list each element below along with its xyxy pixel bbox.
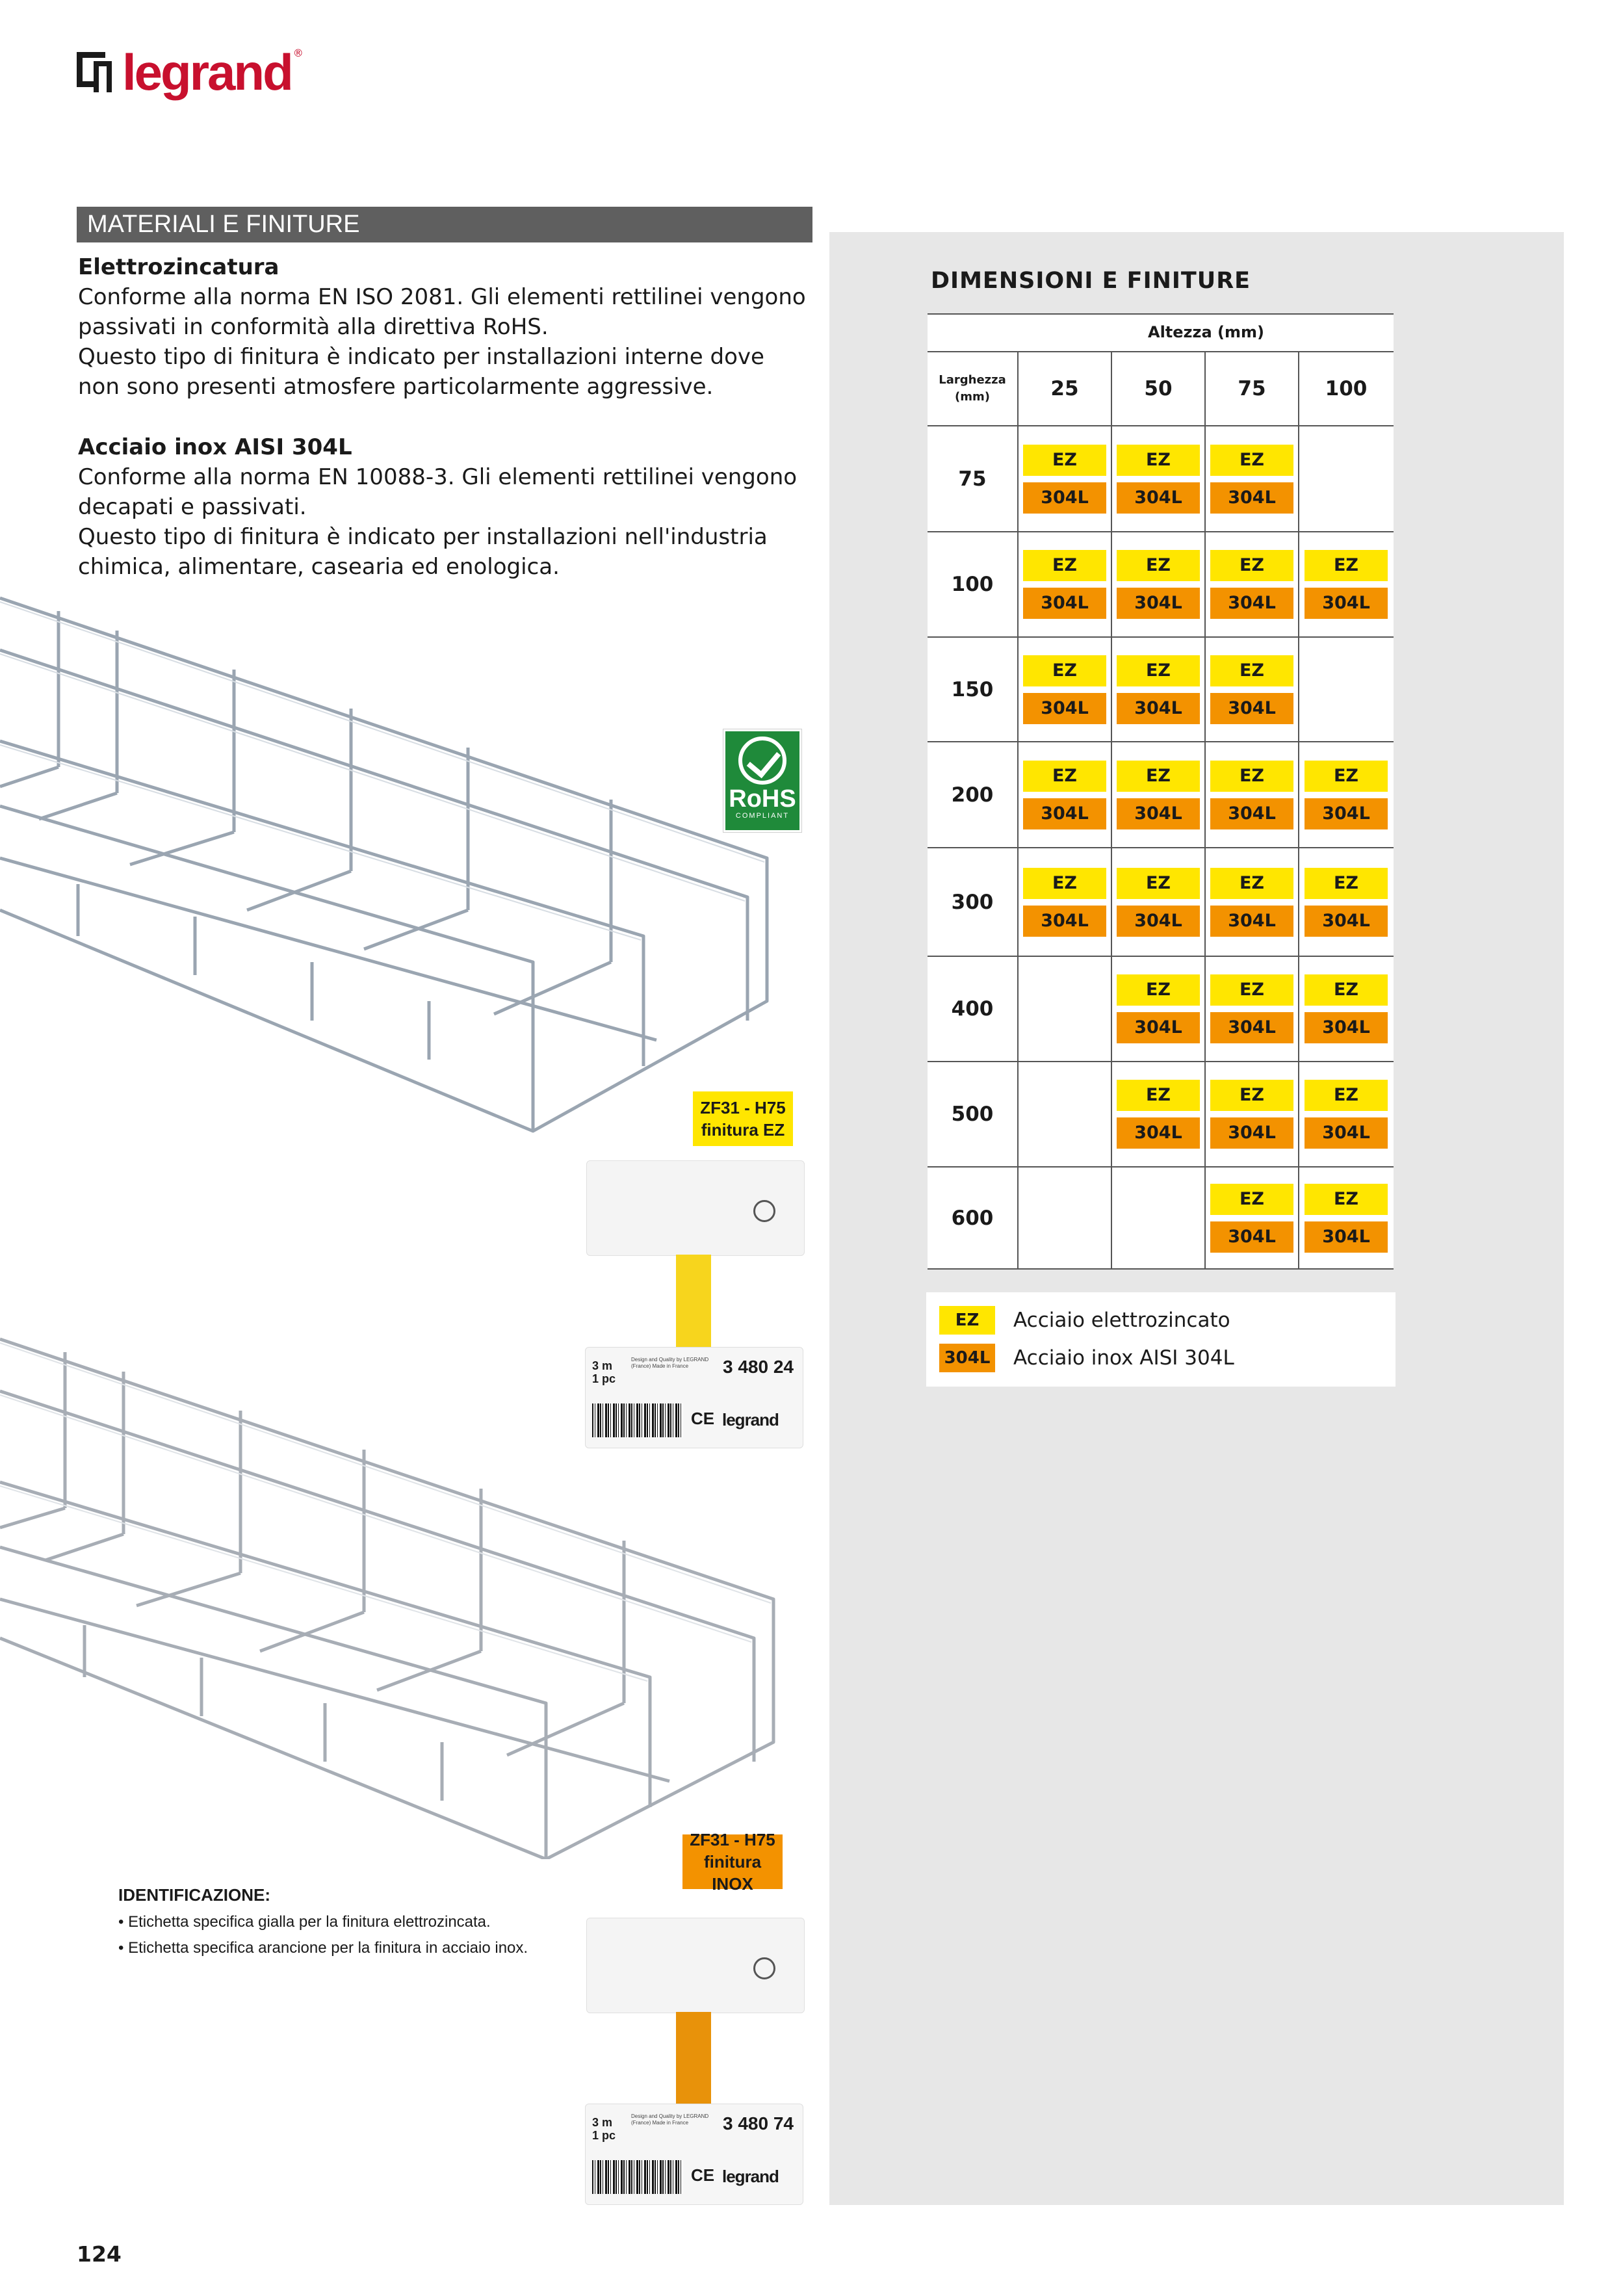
finish-cell bbox=[1206, 1168, 1299, 1268]
table-row bbox=[928, 532, 1394, 638]
legend-code: EZ bbox=[939, 1306, 995, 1335]
finish-tag-304l: 304L bbox=[1023, 588, 1106, 619]
dimensions-table bbox=[928, 313, 1394, 1270]
finish-tag-304l: 304L bbox=[1305, 1117, 1388, 1149]
ce-mark: CE bbox=[691, 1409, 715, 1428]
ez-text-2: Questo tipo di finitura è indicato per installazioni interne dove non sono presenti atmosfere particolarmente aggressive. bbox=[78, 344, 764, 400]
finish-cell bbox=[1299, 957, 1393, 1061]
finish-tag-304l: 304L bbox=[1210, 906, 1293, 937]
ce-mark: CE bbox=[691, 2165, 715, 2185]
finish-tag-304l: 304L bbox=[1305, 798, 1388, 829]
tag-card-ez bbox=[586, 1160, 805, 1256]
finish-tag-ez: EZ bbox=[1023, 868, 1106, 899]
barcode-label-inox: 3 m 1 pc Design and Quality by LEGRAND (France) Made in France 3 480 74 CE legrand bbox=[585, 2104, 803, 2205]
finish-cell bbox=[1019, 1062, 1112, 1166]
finish-tag-304l: 304L bbox=[1210, 693, 1293, 724]
finish-tag-304l: 304L bbox=[1305, 906, 1388, 937]
table-row bbox=[928, 848, 1394, 957]
finish-cell bbox=[1299, 638, 1393, 741]
finish-tag-304l: 304L bbox=[1210, 1012, 1293, 1043]
section-header: MATERIALI E FINITURE bbox=[77, 207, 812, 242]
identification-item: • Etichetta specifica gialla per la finitura elettrozincata. bbox=[118, 1913, 491, 1931]
finish-cell bbox=[1206, 532, 1299, 636]
finish-cell bbox=[1299, 532, 1393, 636]
label-logo: legrand bbox=[722, 1410, 779, 1429]
finish-tag-304l: 304L bbox=[1210, 1221, 1293, 1253]
finish-cell bbox=[1206, 957, 1299, 1061]
ez-description bbox=[78, 252, 812, 402]
finish-cell bbox=[1112, 1062, 1206, 1166]
inox-text-1: Conforme alla norma EN 10088-3. Gli elementi rettilinei vengono decapati e passivati. bbox=[78, 464, 798, 520]
finish-tag-304l: 304L bbox=[1117, 1012, 1200, 1043]
finish-tag-ez: EZ bbox=[1023, 445, 1106, 476]
height-col: 50 bbox=[1112, 352, 1206, 425]
identification-item: • Etichetta specifica arancione per la finitura in acciaio inox. bbox=[118, 1939, 528, 1957]
finish-cell bbox=[1299, 426, 1393, 531]
finish-label-inox: ZF31 - H75 finitura INOX bbox=[682, 1834, 783, 1889]
rohs-text: RoHS bbox=[729, 785, 796, 813]
finish-tag-ez: EZ bbox=[1117, 550, 1200, 581]
finish-tag-ez: EZ bbox=[1305, 868, 1388, 899]
finish-tag-ez: EZ bbox=[1210, 655, 1293, 686]
finish-tag-304l: 304L bbox=[1210, 1117, 1293, 1149]
table-row bbox=[928, 957, 1394, 1062]
table-row bbox=[928, 426, 1394, 532]
finish-cell bbox=[1299, 848, 1393, 956]
row-width: 75 bbox=[928, 426, 1019, 531]
row-width: 200 bbox=[928, 742, 1019, 847]
finish-tag-304l: 304L bbox=[1117, 906, 1200, 937]
tag-card-inox bbox=[586, 1918, 805, 2013]
table-row bbox=[928, 742, 1394, 848]
finish-cell bbox=[1206, 848, 1299, 956]
finish-cell bbox=[1112, 848, 1206, 956]
finish-tag-ez: EZ bbox=[1210, 974, 1293, 1006]
finish-tag-304l: 304L bbox=[1117, 798, 1200, 829]
ez-title: Elettrozincatura bbox=[78, 254, 279, 280]
finish-cell bbox=[1299, 1168, 1393, 1268]
label-logo: legrand bbox=[722, 2167, 779, 2186]
finish-cell bbox=[1206, 1062, 1299, 1166]
legend-text: Acciaio inox AISI 304L bbox=[1013, 1346, 1234, 1370]
barcode-icon bbox=[592, 2160, 683, 2194]
finish-tag-304l: 304L bbox=[1210, 482, 1293, 514]
finish-tag-304l: 304L bbox=[1210, 588, 1293, 619]
finish-label-ez: ZF31 - H75 finitura EZ bbox=[693, 1091, 793, 1146]
finish-cell bbox=[1112, 957, 1206, 1061]
finish-cell bbox=[1112, 532, 1206, 636]
finish-tag-ez: EZ bbox=[1210, 445, 1293, 476]
table-row bbox=[928, 1168, 1394, 1270]
finish-cell bbox=[1019, 1168, 1112, 1268]
wire-tray-inox-image bbox=[0, 1326, 786, 1859]
page-number: 124 bbox=[77, 2241, 122, 2267]
registered-mark: ® bbox=[292, 47, 304, 59]
legend-text: Acciaio elettrozincato bbox=[1013, 1309, 1230, 1332]
table-row bbox=[928, 638, 1394, 742]
width-label: Larghezza (mm) bbox=[928, 352, 1019, 425]
finish-tag-ez: EZ bbox=[1210, 1080, 1293, 1111]
finish-tag-304l: 304L bbox=[1210, 798, 1293, 829]
finish-tag-304l: 304L bbox=[1305, 1221, 1388, 1253]
row-width: 400 bbox=[928, 957, 1019, 1061]
finish-cell bbox=[1206, 638, 1299, 741]
check-icon bbox=[738, 737, 786, 785]
finish-cell bbox=[1112, 1168, 1206, 1268]
height-col: 25 bbox=[1019, 352, 1112, 425]
brand-name: legrand bbox=[122, 44, 292, 101]
finish-tag-304l: 304L bbox=[1117, 693, 1200, 724]
legrand-logo-icon bbox=[77, 52, 116, 92]
finish-tag-ez: EZ bbox=[1210, 868, 1293, 899]
finish-tag-ez: EZ bbox=[1023, 550, 1106, 581]
product-code: 3 480 74 bbox=[723, 2113, 794, 2133]
hole-icon bbox=[753, 1957, 775, 1979]
finish-tag-ez: EZ bbox=[1210, 550, 1293, 581]
row-width: 500 bbox=[928, 1062, 1019, 1166]
finish-tag-ez: EZ bbox=[1117, 868, 1200, 899]
finish-tag-ez: EZ bbox=[1210, 761, 1293, 792]
finish-cell bbox=[1299, 1062, 1393, 1166]
finish-tag-ez: EZ bbox=[1305, 1080, 1388, 1111]
finish-cell bbox=[1206, 426, 1299, 531]
legend-code: 304L bbox=[939, 1344, 995, 1372]
finish-cell bbox=[1299, 742, 1393, 847]
finish-tag-ez: EZ bbox=[1305, 1184, 1388, 1215]
finish-cell bbox=[1112, 426, 1206, 531]
finish-tag-ez: EZ bbox=[1117, 974, 1200, 1006]
barcode-label-ez: 3 m 1 pc Design and Quality by LEGRAND (France) Made in France 3 480 24 CE legrand bbox=[585, 1347, 803, 1448]
finish-tag-304l: 304L bbox=[1023, 906, 1106, 937]
finish-tag-304l: 304L bbox=[1023, 693, 1106, 724]
rohs-compliant-text: COMPLIANT bbox=[735, 812, 790, 820]
inox-description bbox=[78, 432, 812, 582]
legend-item bbox=[939, 1339, 1396, 1377]
finish-tag-ez: EZ bbox=[1305, 974, 1388, 1006]
hole-icon bbox=[753, 1200, 775, 1222]
finish-tag-304l: 304L bbox=[1305, 588, 1388, 619]
finish-tag-304l: 304L bbox=[1305, 1012, 1388, 1043]
legend-item bbox=[939, 1301, 1396, 1339]
finish-tag-ez: EZ bbox=[1210, 1184, 1293, 1215]
finish-cell bbox=[1019, 532, 1112, 636]
finish-cell bbox=[1019, 638, 1112, 741]
finish-cell bbox=[1112, 638, 1206, 741]
wire-tray-ez-image bbox=[0, 572, 786, 1144]
finish-tag-ez: EZ bbox=[1117, 655, 1200, 686]
ez-text-1: Conforme alla norma EN ISO 2081. Gli elementi rettilinei vengono passivati in conformità alla direttiva RoHS. bbox=[78, 284, 806, 340]
finish-cell bbox=[1019, 957, 1112, 1061]
finish-tag-ez: EZ bbox=[1305, 550, 1388, 581]
height-col: 100 bbox=[1325, 377, 1368, 400]
rohs-badge bbox=[723, 729, 801, 832]
legrand-logo bbox=[77, 43, 304, 101]
row-width: 600 bbox=[928, 1168, 1019, 1268]
finish-tag-304l: 304L bbox=[1117, 588, 1200, 619]
finish-tag-ez: EZ bbox=[1117, 1080, 1200, 1111]
row-width: 100 bbox=[928, 532, 1019, 636]
inox-text-2: Questo tipo di finitura è indicato per installazioni nell'industria chimica, alimentare, casearia ed enologica. bbox=[78, 524, 768, 580]
product-code: 3 480 24 bbox=[723, 1357, 794, 1377]
finish-tag-304l: 304L bbox=[1117, 482, 1200, 514]
finish-cell bbox=[1112, 742, 1206, 847]
table-body bbox=[928, 426, 1394, 1270]
finish-cell bbox=[1206, 742, 1299, 847]
identification-title: IDENTIFICAZIONE: bbox=[118, 1885, 270, 1905]
finish-cell bbox=[1019, 742, 1112, 847]
table-header-height bbox=[928, 313, 1394, 352]
table-header-row bbox=[928, 352, 1394, 426]
identification-notes bbox=[118, 1885, 612, 1961]
height-label: Altezza (mm) bbox=[1148, 323, 1264, 341]
finish-tag-ez: EZ bbox=[1023, 655, 1106, 686]
finish-tag-ez: EZ bbox=[1117, 761, 1200, 792]
finish-tag-ez: EZ bbox=[1023, 761, 1106, 792]
finish-tag-304l: 304L bbox=[1117, 1117, 1200, 1149]
finish-cell bbox=[1019, 426, 1112, 531]
strap-inox bbox=[676, 2012, 711, 2108]
finish-tag-304l: 304L bbox=[1023, 798, 1106, 829]
finish-cell bbox=[1019, 848, 1112, 956]
row-width: 150 bbox=[928, 638, 1019, 741]
legend bbox=[926, 1292, 1396, 1387]
finish-tag-304l: 304L bbox=[1023, 482, 1106, 514]
height-col: 75 bbox=[1206, 352, 1299, 425]
finish-tag-ez: EZ bbox=[1305, 761, 1388, 792]
row-width: 300 bbox=[928, 848, 1019, 956]
finish-tag-ez: EZ bbox=[1117, 445, 1200, 476]
table-title: DIMENSIONI E FINITURE bbox=[931, 268, 1251, 294]
table-row bbox=[928, 1062, 1394, 1168]
inox-title: Acciaio inox AISI 304L bbox=[78, 434, 352, 460]
